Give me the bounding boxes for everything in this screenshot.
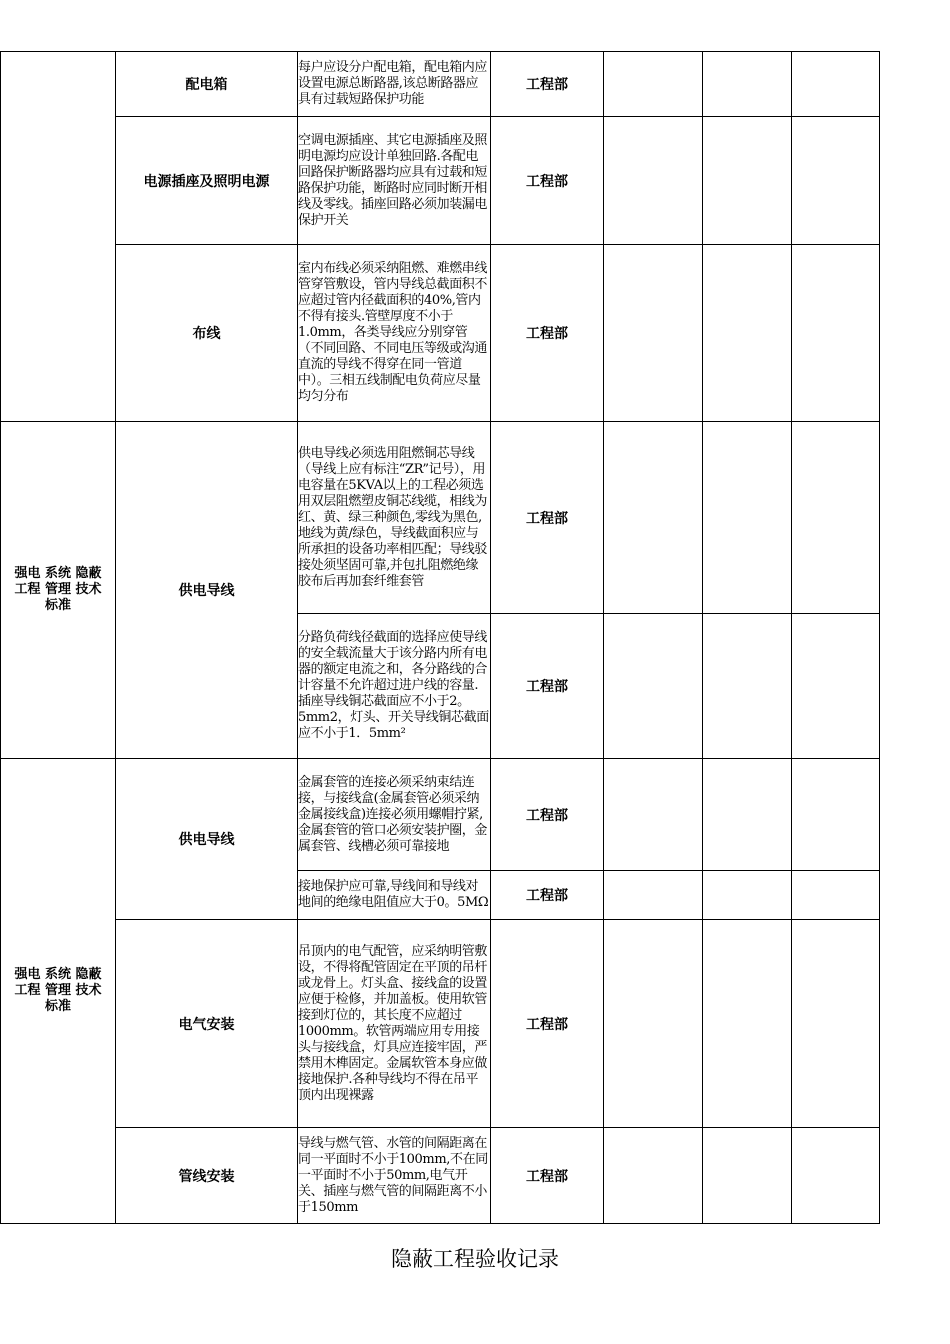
empty-cell (703, 117, 792, 245)
category-cell-blank (1, 52, 116, 422)
department-cell: 工程部 (491, 871, 604, 920)
description-cell: 分路负荷线径截面的选择应使导线的安全载流量大于该分路内所有电器的额定电流之和，各分路线的合计容量不允许超过进户线的容量.插座导线铜芯截面应不小于2。5mm2，灯头、开关导线铜芯截面应不小于1．5mm² (298, 614, 491, 759)
description-cell: 供电导线必须选用阻燃铜芯导线（导线上应有标注“ZR”记号），用电容量在5KVA以上的工程必须选用双层阻燃塑皮铜芯线缆，相线为红、黄、绿三种颜色,零线为黑色,地线为黄/绿色，导线截面积应与所承担的设备功率相匹配；导线驳接处须坚固可靠,并包扎阻燃绝缘胶布后再加套纤维套管 (298, 422, 491, 614)
empty-cell (792, 614, 880, 759)
empty-cell (604, 1128, 703, 1224)
empty-cell (792, 422, 880, 614)
department-cell: 工程部 (491, 759, 604, 871)
empty-cell (703, 759, 792, 871)
item-cell: 供电导线 (116, 759, 298, 920)
item-cell: 管线安装 (116, 1128, 298, 1224)
table-row (1, 422, 880, 614)
description-cell: 空调电源插座、其它电源插座及照明电源均应设计单独回路.各配电回路保护断路器均应具有过载和短路保护功能，断路时应同时断开相线及零线。插座回路必须加装漏电保护开关 (298, 117, 491, 245)
department-cell: 工程部 (491, 614, 604, 759)
empty-cell (604, 614, 703, 759)
empty-cell (604, 759, 703, 871)
empty-cell (792, 52, 880, 117)
empty-cell (703, 920, 792, 1128)
description-cell: 导线与燃气管、水管的间隔距离在同一平面时不小于100mm,不在同一平面时不小于50mm,电气开关、插座与燃气管的间隔距离不小于150mm (298, 1128, 491, 1224)
empty-cell (604, 871, 703, 920)
empty-cell (703, 245, 792, 422)
empty-cell (703, 52, 792, 117)
empty-cell (792, 117, 880, 245)
department-cell: 工程部 (491, 245, 604, 422)
document-title: 隐蔽工程验收记录 (391, 1247, 559, 1271)
item-cell: 配电箱 (116, 52, 298, 117)
empty-cell (604, 245, 703, 422)
empty-cell (792, 1128, 880, 1224)
description-cell: 接地保护应可靠,导线间和导线对地间的绝缘电阻值应大于0。5MΩ (298, 871, 491, 920)
department-cell: 工程部 (491, 52, 604, 117)
table-row (1, 759, 880, 871)
item-cell: 供电导线 (116, 422, 298, 759)
empty-cell (792, 871, 880, 920)
item-cell: 电气安装 (116, 920, 298, 1128)
department-cell: 工程部 (491, 1128, 604, 1224)
empty-cell (703, 1128, 792, 1224)
empty-cell (792, 245, 880, 422)
description-cell: 金属套管的连接必须采纳束结连接，与接线盒(金属套管必须采纳金属接线盒)连接必须用螺帽拧紧,金属套管的管口必须安装护圈，金属套管、线槽必须可靠接地 (298, 759, 491, 871)
empty-cell (703, 871, 792, 920)
table-row (1, 117, 880, 245)
empty-cell (604, 52, 703, 117)
empty-cell (703, 614, 792, 759)
empty-cell (792, 920, 880, 1128)
department-cell: 工程部 (491, 920, 604, 1128)
description-cell: 每户应设分户配电箱，配电箱内应设置电源总断路器,该总断路器应具有过载短路保护功能 (298, 52, 491, 117)
item-cell: 布线 (116, 245, 298, 422)
empty-cell (604, 422, 703, 614)
department-cell: 工程部 (491, 117, 604, 245)
standards-table (0, 51, 880, 1224)
category-cell: 强电 系统 隐蔽 工程 管理 技术 标准 (1, 422, 116, 759)
empty-cell (604, 920, 703, 1128)
table-row (1, 52, 880, 117)
empty-cell (604, 117, 703, 245)
table-row (1, 1128, 880, 1224)
category-cell: 强电 系统 隐蔽 工程 管理 技术 标准 (1, 759, 116, 1224)
table-row (1, 245, 880, 422)
empty-cell (792, 759, 880, 871)
table-row (1, 920, 880, 1128)
item-cell: 电源插座及照明电源 (116, 117, 298, 245)
department-cell: 工程部 (491, 422, 604, 614)
description-cell: 吊顶内的电气配管，应采纳明管敷设，不得将配管固定在平顶的吊杆或龙骨上。灯头盒、接线盒的设置应便于检修，并加盖板。使用软管接到灯位的，其长度不应超过1000mm。软管两端应用专用接头与接线盒，灯具应连接牢固，严禁用木榫固定。金属软管本身应做接地保护.各种导线均不得在吊平顶内出现裸露 (298, 920, 491, 1128)
description-cell: 室内布线必须采纳阻燃、难燃串线管穿管敷设，管内导线总截面积不应超过管内径截面积的40%,管内不得有接头.管壁厚度不小于1.0mm，各类导线应分别穿管（不同回路、不同电压等级或沟通直流的导线不得穿在同一管道中）。三相五线制配电负荷应尽量均匀分布 (298, 245, 491, 422)
empty-cell (703, 422, 792, 614)
